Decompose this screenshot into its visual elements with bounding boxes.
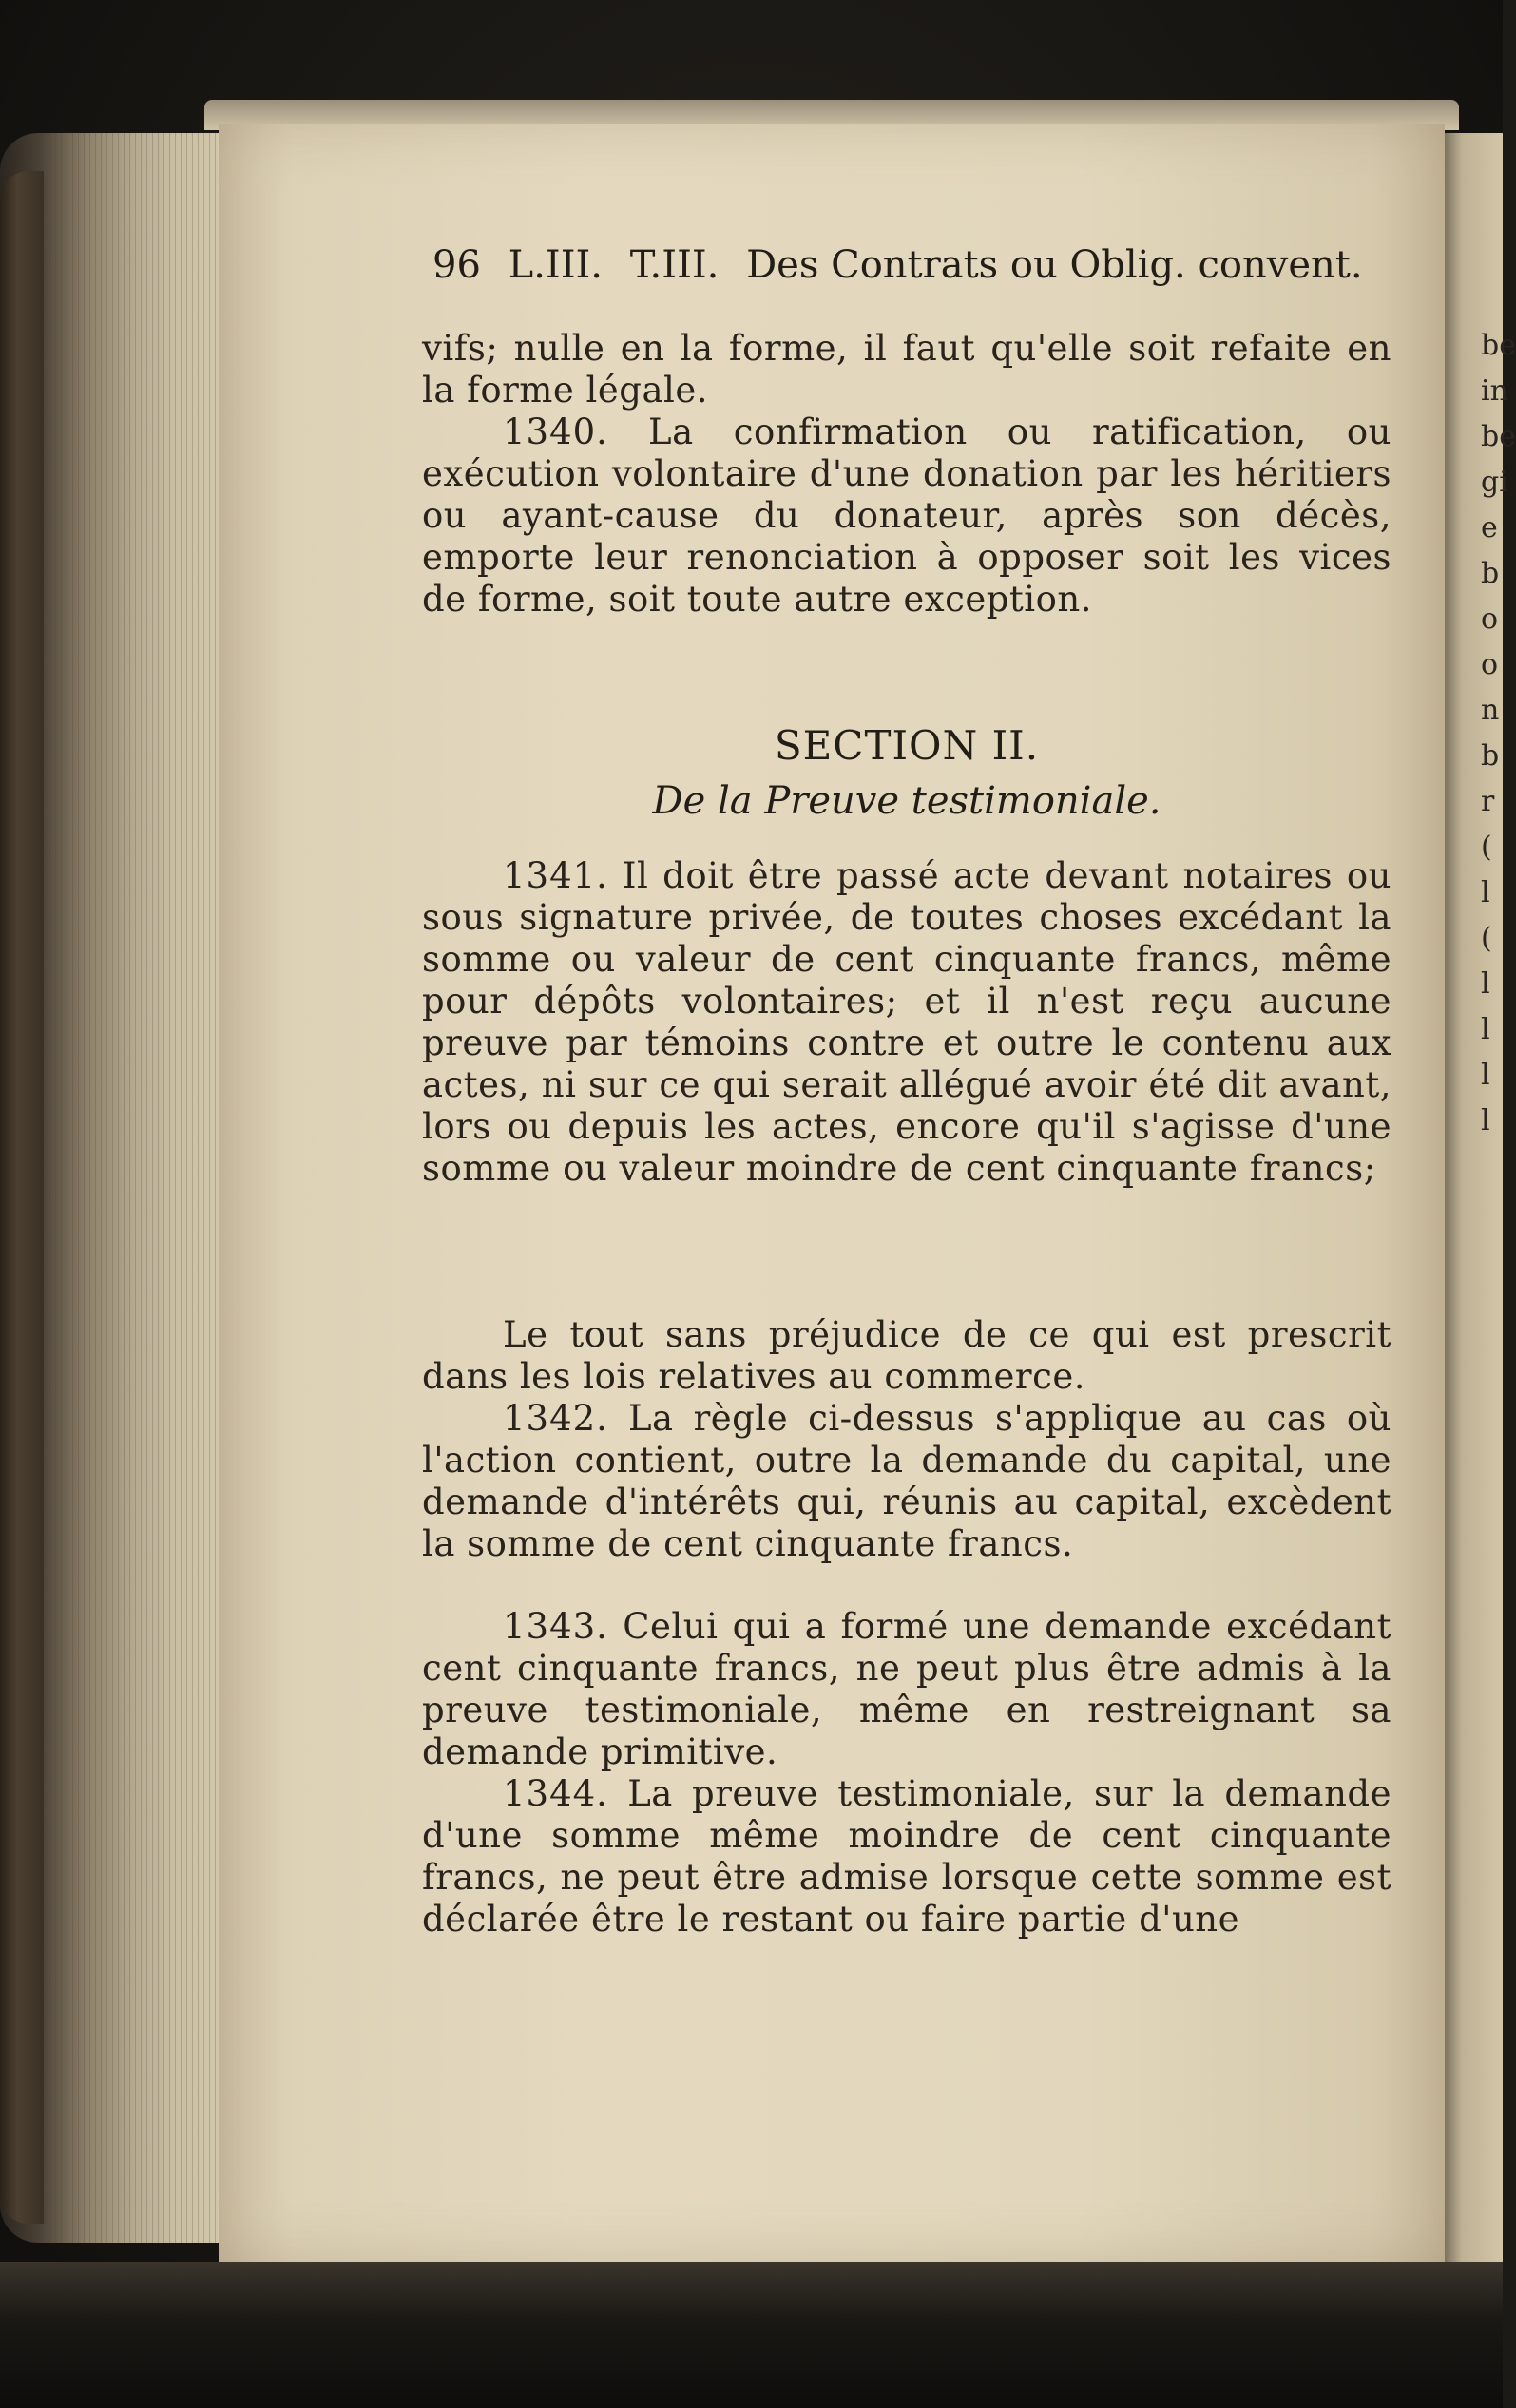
- facing-page-edge: [1445, 133, 1516, 2262]
- article-number: 1341.: [503, 855, 608, 896]
- text-block-bottom: [422, 1606, 1391, 1940]
- facing-page-glyphs: [1481, 323, 1516, 1144]
- facing-page-glyph: be: [1481, 420, 1516, 453]
- article-1344: [422, 1773, 1391, 1940]
- facing-page-glyph: l: [1481, 876, 1490, 909]
- facing-page-glyph: gi: [1481, 466, 1508, 499]
- book-cover-edge: [0, 171, 44, 2224]
- table-shadow: [0, 2262, 1503, 2408]
- facing-page-glyph: o: [1481, 648, 1499, 681]
- facing-page-glyph: be: [1481, 329, 1516, 362]
- running-header: [432, 243, 1383, 287]
- facing-page-glyph: b: [1481, 739, 1500, 773]
- title-number: T.III.: [629, 243, 720, 287]
- text-block-top: [422, 328, 1391, 621]
- facing-page-glyph: l: [1481, 1013, 1490, 1046]
- article-text: La preuve testimoniale, sur la demande d'une somme même moindre de cent cinquante francs, ne peut être admise lorsque cette somme est déclarée être le restant ou faire partie d'une: [422, 1773, 1391, 1940]
- facing-page-glyph: e: [1481, 511, 1498, 545]
- text-block-middle: [422, 1314, 1391, 1565]
- section-title: SECTION II.: [774, 722, 1040, 769]
- article-1342: [422, 1398, 1391, 1565]
- page-number: 96: [432, 243, 481, 287]
- continued-paragraph: vifs; nulle en la forme, il faut qu'elle soit refaite en la forme légale.: [422, 328, 1391, 411]
- article-1341: [422, 855, 1391, 1190]
- article-text: La règle ci-dessus s'applique au cas où l'action contient, outre la demande du capital, une demande d'intérêts qui, réunis au capital, excèdent la somme de cent cinquante francs.: [422, 1398, 1391, 1564]
- section-subtitle: De la Preuve testimoniale.: [652, 779, 1161, 823]
- text-block-article-1341: [422, 855, 1391, 1190]
- article-text: Il doit être passé acte devant notaires ou sous signature privée, de toutes choses excédant la somme ou valeur de cent cinquante francs, même pour dépôts volontaires; et il n'est reçu aucune preuve par témoins contre et outre le contenu aux actes, ni sur ce qui serait allégué avoir été dit avant, lors ou depuis les actes, encore qu'il s'agisse d'une somme ou valeur moindre de cent cinquante francs;: [422, 855, 1391, 1189]
- article-1341-continuation: Le tout sans préjudice de ce qui est prescrit dans les lois relatives au commerce.: [422, 1314, 1391, 1397]
- facing-page-glyph: in: [1481, 374, 1508, 408]
- article-number: 1340.: [503, 411, 608, 452]
- running-title: Des Contrats ou Oblig. convent.: [746, 243, 1363, 287]
- facing-page-glyph: b: [1481, 557, 1500, 590]
- facing-page-glyph: l: [1481, 1104, 1490, 1137]
- facing-page-glyph: (: [1481, 922, 1492, 955]
- article-number: 1344.: [503, 1773, 608, 1814]
- article-number: 1343.: [503, 1606, 608, 1647]
- facing-page-glyph: r: [1481, 785, 1495, 818]
- book-number: L.III.: [508, 243, 604, 287]
- article-text: La confirmation ou ratification, ou exécution volontaire d'une donation par les héritiers ou ayant-cause du donateur, après son décès, emporte leur renonciation à opposer soit les vices de forme, soit toute autre exception.: [422, 411, 1391, 620]
- facing-page-glyph: o: [1481, 602, 1499, 636]
- facing-page-glyph: l: [1481, 1059, 1490, 1092]
- article-1340: [422, 411, 1391, 621]
- article-1343: [422, 1606, 1391, 1773]
- facing-page-glyph: l: [1481, 967, 1490, 1001]
- article-text: Celui qui a formé une demande excédant cent cinquante francs, ne peut plus être admis à la preuve testimoniale, même en restreignant sa demande primitive.: [422, 1606, 1391, 1772]
- article-number: 1342.: [503, 1398, 608, 1439]
- facing-page-glyph: (: [1481, 831, 1492, 864]
- facing-page-glyph: n: [1481, 694, 1500, 727]
